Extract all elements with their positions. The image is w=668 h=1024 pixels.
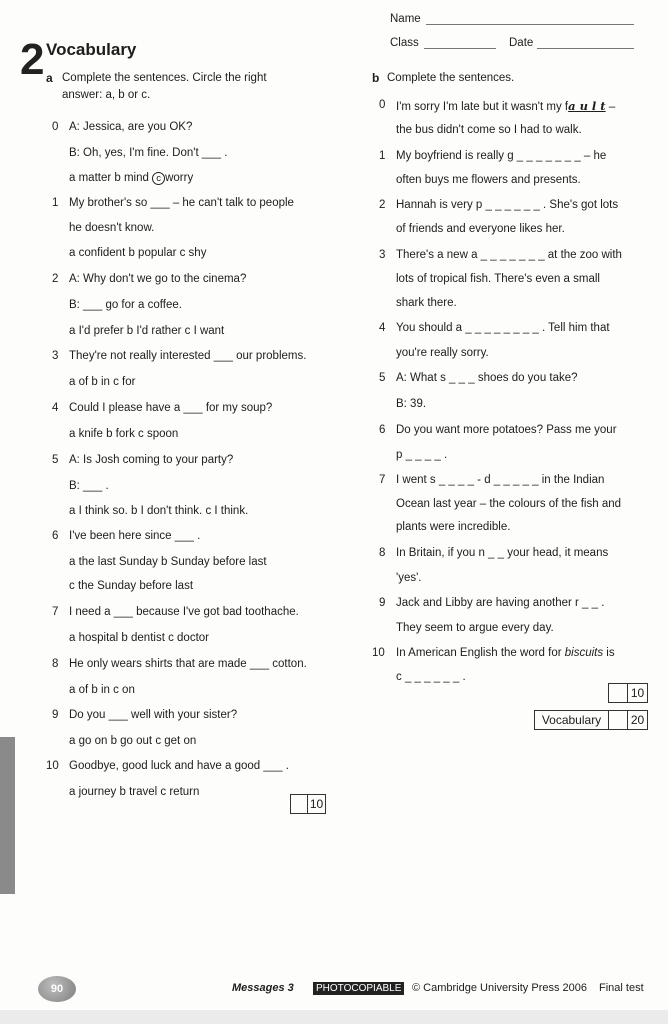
question-option-line: a I'd prefer b I'd rather c I want [69, 325, 225, 337]
question-option-line: he doesn't know. [69, 222, 155, 234]
question-text: A: Why don't we go to the cinema? [69, 273, 247, 285]
question-text: I need a ___ because I've got bad toothache. [69, 606, 299, 618]
question-number: 0 [52, 121, 59, 133]
question-option-line: B: Oh, yes, I'm fine. Don't ___ . [69, 147, 228, 159]
question-number: 4 [379, 322, 386, 334]
question-option-line: a I think so. b I don't think. c I think. [69, 505, 249, 517]
class-label: Class [390, 37, 419, 49]
question-text: In American English the word for biscuits is [396, 647, 615, 659]
question-continuation: Ocean last year – the colours of the fish and [396, 498, 622, 510]
question-number: 2 [379, 199, 386, 211]
question-option-line: a knife b fork c spoon [69, 428, 179, 440]
question-continuation: c _ _ _ _ _ _ . [396, 671, 466, 683]
question-text: I've been here since ___ . [69, 530, 201, 542]
question-number: 3 [52, 350, 59, 362]
question-option-line: B: ___ . [69, 480, 109, 492]
question-number: 2 [52, 273, 59, 285]
question-number: 10 [46, 760, 59, 772]
question-number: 8 [379, 547, 386, 559]
question-number: 4 [52, 402, 59, 414]
bottom-band [0, 1010, 668, 1024]
part-a-score-box [290, 794, 326, 814]
question-continuation: 'yes'. [396, 572, 422, 584]
question-number: 3 [379, 249, 386, 261]
question-number: 9 [52, 709, 59, 721]
question-text: Goodbye, good luck and have a good ___ . [69, 760, 289, 772]
part-a-instruction-1: Complete the sentences. Circle the right [62, 72, 267, 84]
class-line [424, 48, 496, 49]
date-label: Date [509, 37, 534, 49]
question-text: Do you ___ well with your sister? [69, 709, 238, 721]
vocabulary-total-label: Vocabulary [535, 711, 609, 729]
question-text: You should a _ _ _ _ _ _ _ _ . Tell him that [396, 322, 610, 334]
question-text: Could I please have a ___ for my soup? [69, 402, 273, 414]
part-b-letter: b [372, 71, 380, 85]
question-text: In Britain, if you n _ _ your head, it means [396, 547, 609, 559]
question-continuation: plants were incredible. [396, 521, 511, 533]
question-option-line: a of b in c for [69, 376, 136, 388]
question-text: Jack and Libby are having another r _ _ . [396, 597, 605, 609]
question-text: There's a new a _ _ _ _ _ _ _ at the zoo with [396, 249, 622, 261]
question-text: A: Is Josh coming to your party? [69, 454, 234, 466]
question-option-line: a hospital b dentist c doctor [69, 632, 209, 644]
question-option-line: a the last Sunday b Sunday before last [69, 556, 267, 568]
question-continuation: you're really sorry. [396, 347, 489, 359]
question-number: 8 [52, 658, 59, 670]
vocabulary-total-box [534, 710, 648, 730]
date-line [537, 48, 634, 49]
part-a-score: 10 [309, 797, 324, 811]
page-edge-tab [0, 737, 15, 894]
question-number: 5 [52, 454, 59, 466]
question-option-line: a of b in c on [69, 684, 135, 696]
copyright-text: © Cambridge University Press 2006 [412, 982, 588, 994]
question-text: He only wears shirts that are made ___ cotton. [69, 658, 307, 670]
section-title: Vocabulary [46, 40, 137, 59]
question-text: I went s _ _ _ _ - d _ _ _ _ _ in the Indian [396, 474, 605, 486]
question-number: 9 [379, 597, 386, 609]
question-option-line: B: ___ go for a coffee. [69, 299, 182, 311]
question-number: 6 [52, 530, 59, 542]
question-text: My brother's so ___ – he can't talk to people [69, 197, 294, 209]
question-continuation: shark there. [396, 297, 457, 309]
part-a-instruction-2: answer: a, b or c. [62, 89, 151, 101]
question-option-line: a journey b travel c return [69, 786, 200, 798]
question-text: I'm sorry I'm late but it wasn't my fa u l t – [396, 99, 616, 113]
question-option-line: a matter b mind c worry [69, 172, 194, 184]
question-text: Do you want more potatoes? Pass me your [396, 424, 617, 436]
page-number-badge: 90 [38, 976, 76, 1002]
question-continuation: They seem to argue every day. [396, 622, 554, 634]
question-option-line: c the Sunday before last [69, 580, 194, 592]
question-option-line: a go on b go out c get on [69, 735, 197, 747]
question-text: Hannah is very p _ _ _ _ _ _ . She's got lots [396, 199, 619, 211]
question-number: 6 [379, 424, 386, 436]
question-number: 5 [379, 372, 386, 384]
part-b-instruction: Complete the sentences. [387, 72, 515, 84]
question-number: 7 [379, 474, 386, 486]
question-text: They're not really interested ___ our problems. [69, 350, 307, 362]
question-continuation: p _ _ _ _ . [396, 449, 448, 461]
circled-answer-word: worry [165, 172, 194, 184]
question-number: 1 [52, 197, 59, 209]
test-name: Final test [599, 982, 644, 994]
question-number: 0 [379, 99, 386, 111]
part-b-score: 10 [630, 686, 645, 700]
question-continuation: lots of tropical fish. There's even a small [396, 273, 600, 285]
name-label: Name [390, 13, 421, 25]
book-title: Messages 3 [232, 982, 294, 994]
question-number: 10 [372, 647, 385, 659]
section-number: 2 [20, 35, 45, 84]
vocabulary-total-score: 20 [630, 713, 645, 727]
handwritten-answer: a u l t [568, 99, 606, 113]
photocopiable-badge: PHOTOCOPIABLE [313, 982, 404, 994]
question-continuation: of friends and everyone likes her. [396, 223, 565, 235]
question-continuation: B: 39. [396, 398, 427, 410]
circled-answer-icon: c [152, 172, 165, 185]
question-continuation: the bus didn't come so I had to walk. [396, 124, 582, 136]
question-number: 1 [379, 150, 386, 162]
question-number: 7 [52, 606, 59, 618]
question-continuation: often buys me flowers and presents. [396, 174, 581, 186]
name-line [426, 24, 634, 25]
question-option-line: a confident b popular c shy [69, 247, 207, 259]
question-text: A: What s _ _ _ shoes do you take? [396, 372, 578, 384]
part-a-letter: a [46, 71, 53, 85]
question-text: My boyfriend is really g _ _ _ _ _ _ _ – he [396, 150, 607, 162]
question-text: A: Jessica, are you OK? [69, 121, 193, 133]
part-b-score-box [608, 683, 648, 703]
